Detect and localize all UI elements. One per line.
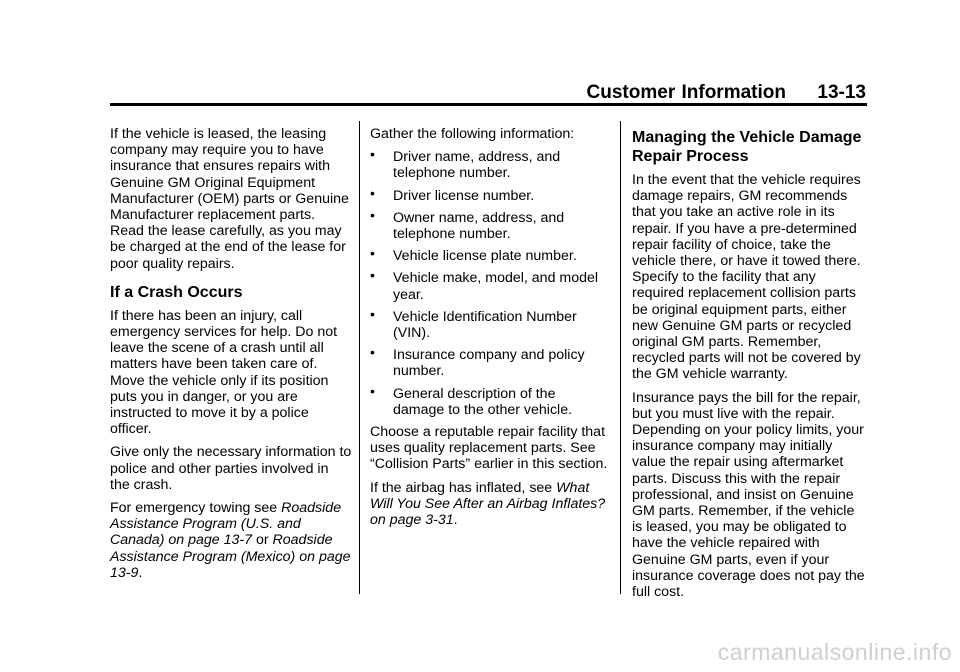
list-item: • Insurance company and policy number. [370, 344, 585, 380]
damage-repair-heading: Managing the Vehicle Damage Repair Process [632, 129, 862, 165]
list-item: • Owner name, address, and telephone number. [370, 206, 565, 243]
towing-end: . [138, 564, 143, 581]
column-3 [632, 126, 868, 607]
bullet-icon: • [370, 245, 375, 262]
airbag-end: . [453, 512, 458, 529]
crash-heading: If a Crash Occurs [110, 283, 243, 301]
list-item: • Driver license number. [370, 184, 535, 204]
bullet-icon: • [370, 206, 375, 223]
column-divider-1 [359, 121, 360, 594]
airbag-paragraph [370, 480, 610, 529]
list-item: • Driver name, address, and telephone number. [370, 146, 561, 182]
bullet-icon: • [370, 267, 375, 284]
airbag-link[interactable]: What Will You See After an Airbag Inflates? on page 3-31 [370, 479, 606, 529]
bullet-icon: • [370, 344, 375, 361]
header-rule [110, 103, 867, 106]
section-title: Customer Information [586, 82, 786, 103]
airbag-prefix: If the airbag has inflated, see [370, 479, 553, 496]
list-item: • Vehicle license plate number. [370, 245, 577, 265]
column-1 [110, 126, 352, 588]
repair-process-paragraph: In the event that the vehicle requires damage repairs, GM recommends that you take an active role in its repair. If you have a pre-determined repair facility of choice, take the vehicle there, or have it towed there. Specify to the facility that any required replacement collision parts be original equipment parts, either new Genuine GM parts or recycled original GM parts. Remember, recycled parts will not be covered by the GM vehicle warranty. [632, 172, 861, 383]
bullet-icon: • [370, 146, 375, 163]
towing-or: or [255, 532, 269, 549]
bullet-icon: • [370, 184, 375, 201]
repair-facility-paragraph: Choose a reputable repair facility that uses quality replacement parts. See “Collision Parts” earlier in this section. [370, 424, 608, 473]
gather-intro: Gather the following information: [370, 126, 575, 142]
column-divider-2 [620, 121, 621, 594]
bullet-icon: • [370, 305, 375, 322]
list-item: • Vehicle make, model, and model year. [370, 267, 599, 303]
page-number: 13-13 [817, 82, 866, 103]
roadside-mexico-link[interactable]: Roadside Assistance Program (Mexico) on page 13-9 [110, 532, 351, 581]
lease-paragraph: If the vehicle is leased, the leasing company may require you to have insurance that ensures repairs with Genuine GM Original Equipment Manufacturer (OEM) parts or Genuine Manufacturer replacement parts. Read the lease carefully, as you may be charged at the end of the lease for poor quality repairs. [110, 126, 349, 272]
insurance-paragraph: Insurance pays the bill for the repair, but you must live with the repair. Depending on your policy limits, your insurance company may initially value the repair using aftermarket parts. Discuss this with the repair professional, and insist on Genuine GM parts. Remember, if the vehicle is leased, you may be obligated to have the vehicle repaired with Genuine GM parts, even if your insurance coverage does not pay the full cost. [632, 389, 865, 601]
towing-paragraph [110, 500, 352, 581]
list-item: • General description of the damage to the other vehicle. [370, 382, 573, 418]
information-paragraph: Give only the necessary information to police and other parties involved in the crash. [110, 444, 352, 493]
watermark: carmanualsonline.info [717, 639, 952, 665]
list-item: • Vehicle Identification Number (VIN). [370, 305, 577, 342]
crash-paragraph: If there has been an injury, call emergency services for help. Do not leave the scene of a crash until all matters have been taken care of. Move the vehicle only if its position puts you in danger, or you are instructed to move it by a police officer. [110, 307, 338, 438]
bullet-icon: • [370, 382, 375, 399]
towing-prefix: For emergency towing see [110, 500, 278, 517]
gather-list [370, 146, 610, 418]
page-header [520, 81, 866, 105]
roadside-us-canada-link[interactable]: Roadside Assistance Program (U.S. and Canada) on page 13-7 [110, 500, 342, 549]
column-2 [370, 126, 610, 535]
